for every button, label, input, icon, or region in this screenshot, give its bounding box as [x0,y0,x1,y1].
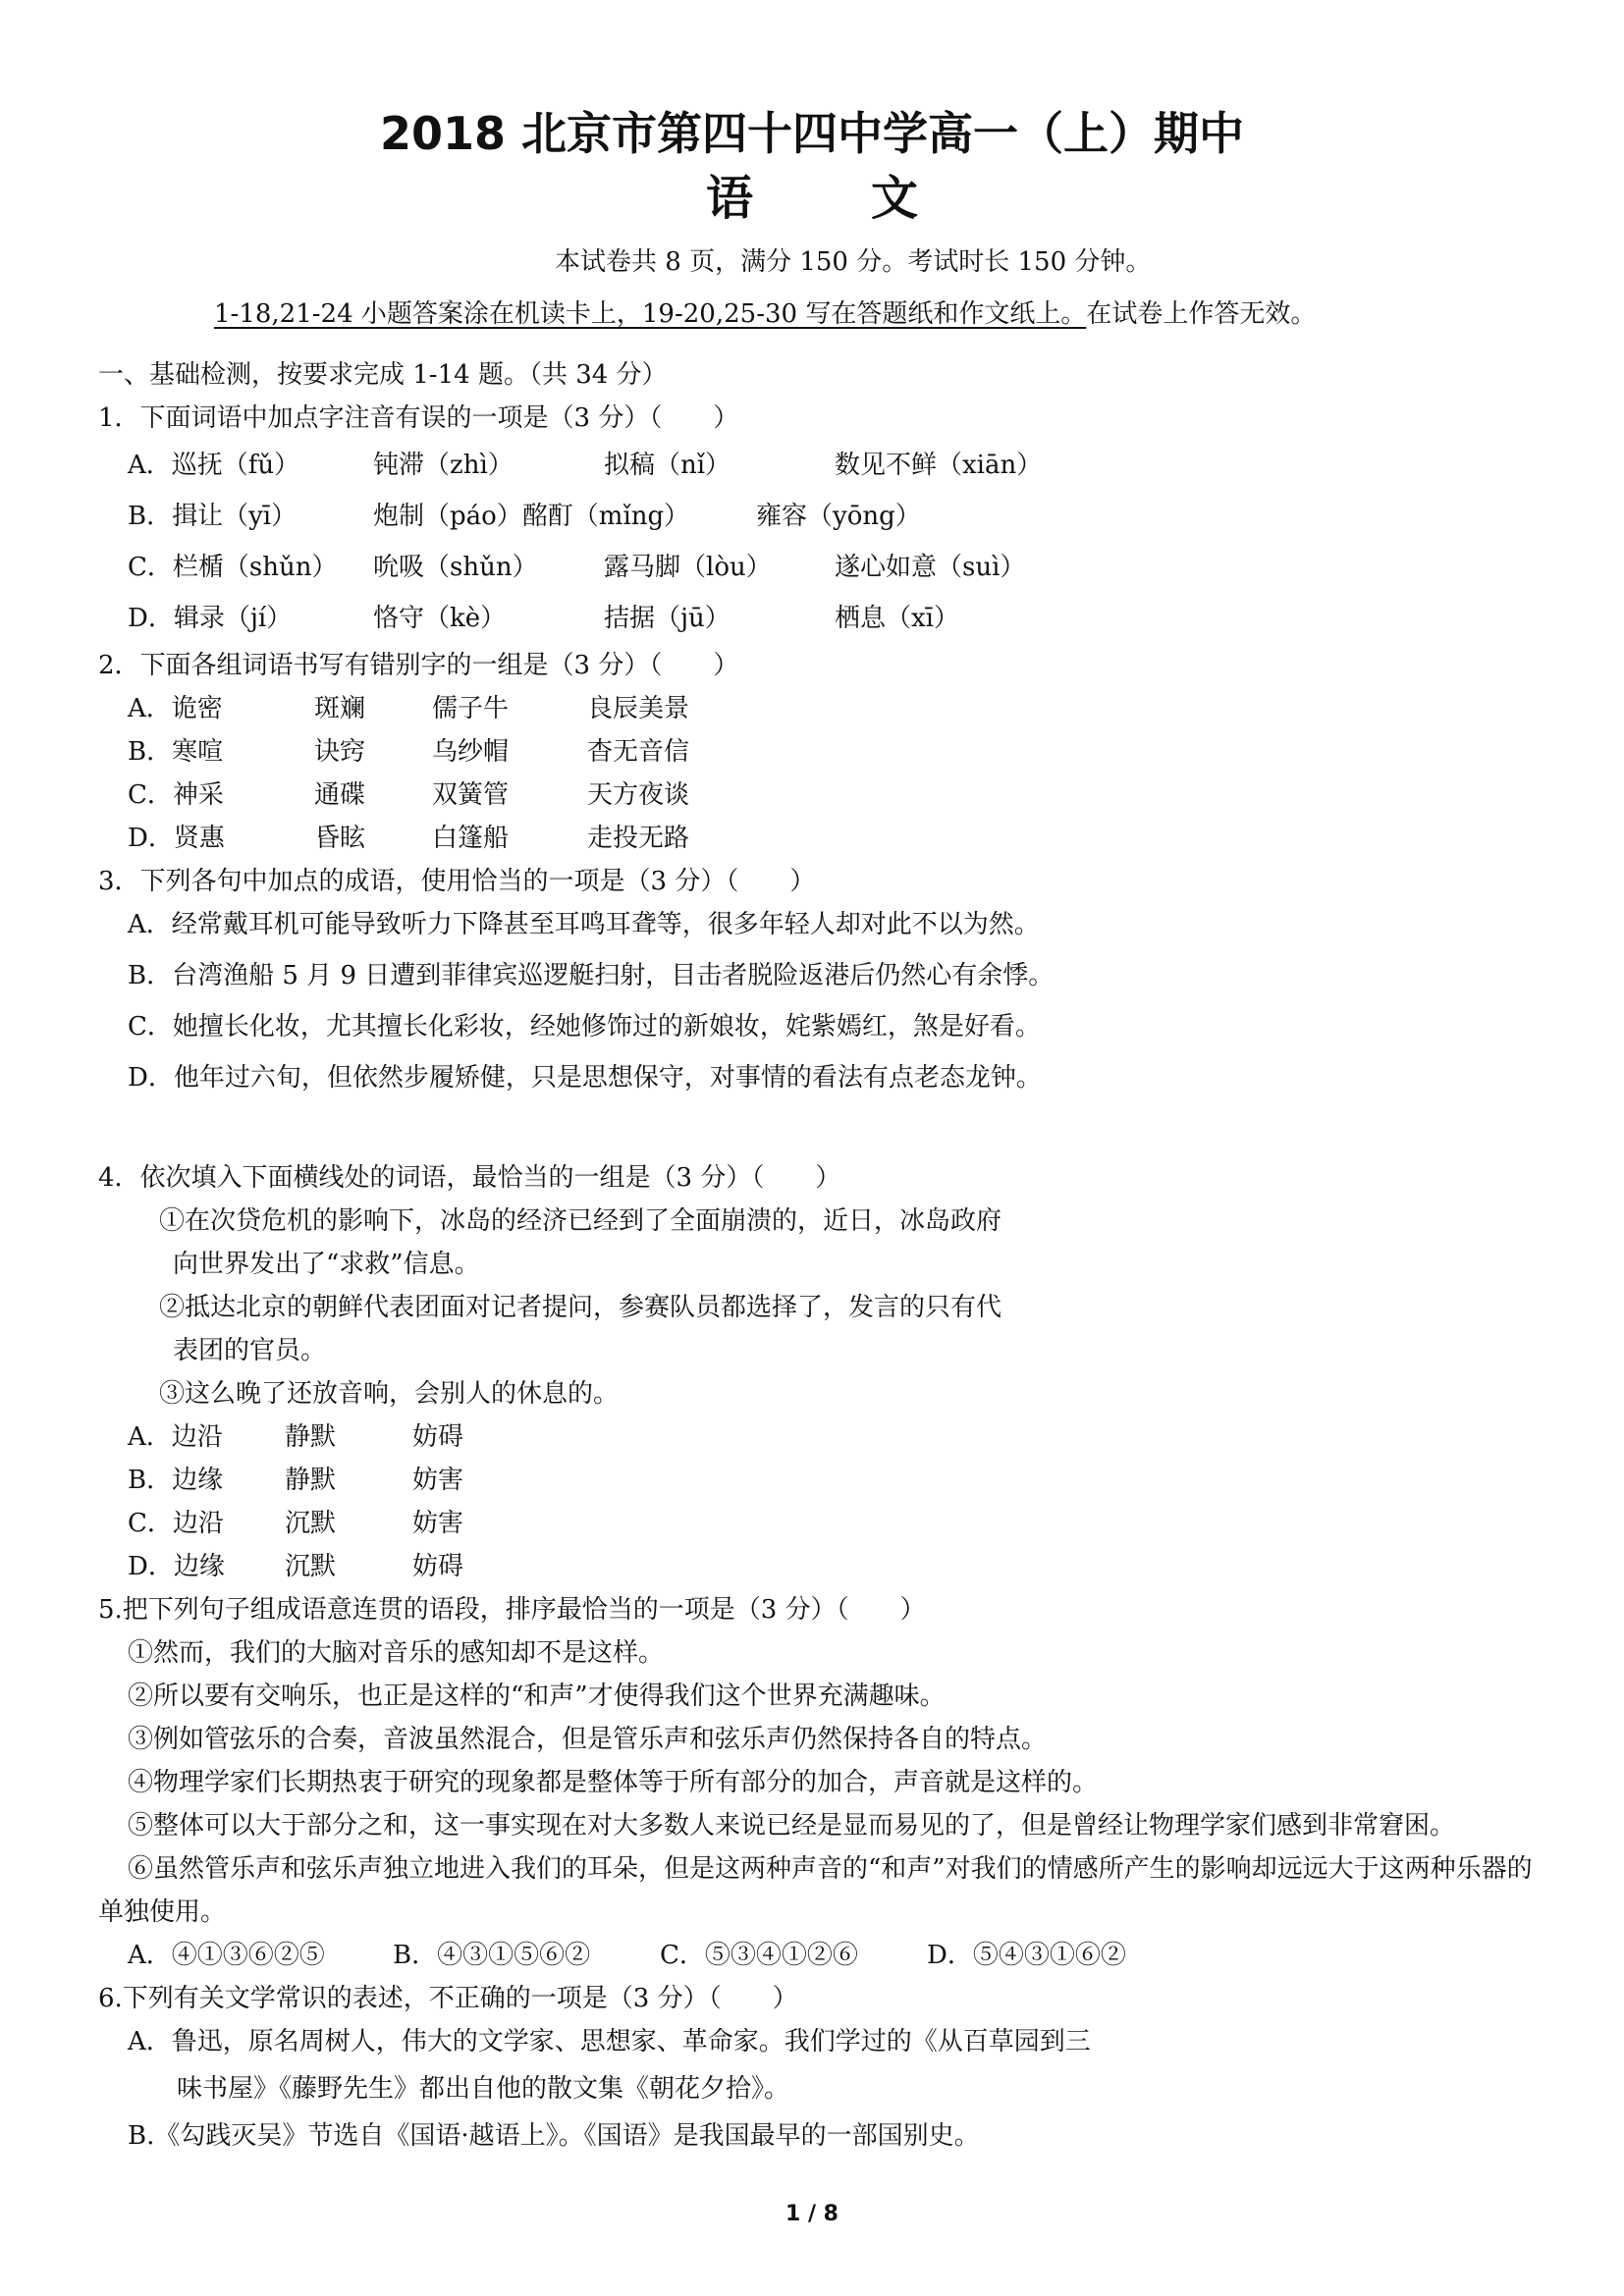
option-item: D．贤惠 [128,824,225,853]
instructions-rest: 在试卷上作答无效。 [1086,299,1317,329]
q5-sentence-2: ②所以要有交响乐，也正是这样的“和声”才使得我们这个世界充满趣味。 [128,1682,946,1711]
option-item: 炮制（páo）酩酊（mǐng） [373,502,690,531]
q3-option-c: C．她擅长化妆，尤其擅长化彩妆，经她修饰过的新娘妆，姹紫嫣红，煞是好看。 [128,1012,1041,1041]
option-item: A．巡抚（fǔ） [128,451,300,480]
spacer [98,1107,1542,1156]
option-item: 拟稿（nǐ） [604,451,731,480]
q1-option-a [98,440,1542,491]
option-item: A．边沿 [128,1422,223,1452]
option-item: D．辑录（jí） [128,604,293,633]
q5-stem: 5.把下列句子组成语意连贯的语段，排序最恰当的一项是（3 分）（ ） [98,1595,926,1625]
option-item: 妨碍 [412,1422,464,1452]
option-item: 双簧管 [432,780,510,810]
q1-option-c [98,542,1542,593]
option-item: C．边沿 [128,1509,224,1538]
option-item: 栖息（xī） [835,604,959,633]
option-item: C．栏楯（shǔn） [128,553,338,582]
option-item: 恪守（kè） [373,604,507,633]
option-item: 杳无音信 [587,737,690,767]
q1-option-b [98,491,1542,542]
option-b: B．④③①⑤⑥② [393,1941,591,1970]
q3-option-a: A．经常戴耳机可能导致听力下降甚至耳鸣耳聋等，很多年轻人却对此不以为然。 [128,910,1040,939]
q6-option-a: A．鲁迅，原名周树人，伟大的文学家、思想家、革命家。我们学过的《从百草园到三 [128,2027,1091,2056]
q3-option-d: D．他年过六旬，但依然步履矫健，只是思想保守，对事情的看法有点老态龙钟。 [128,1063,1042,1093]
option-item: 昏眩 [314,824,366,853]
option-item: 良辰美景 [587,694,690,723]
q4-option-a [98,1415,1542,1459]
q4-option-d [98,1545,1542,1588]
option-item: 静默 [285,1466,337,1495]
option-a: A．④①③⑥②⑤ [128,1941,325,1970]
q6-option-b: B.《勾践灭吴》节选自《国语·越语上》。《国语》是我国最早的一部国别史。 [128,2121,980,2151]
option-item: B．揖让（yī） [128,502,298,531]
answer-instructions [214,296,1316,332]
section-heading: 一、基础检测，按要求完成 1-14 题。（共 34 分） [98,360,668,390]
q2-option-a [98,687,1542,730]
subject-title: 语文 [705,171,1036,226]
option-item: 走投无路 [587,824,690,853]
q2-option-d [98,817,1542,860]
option-item: 吮吸（shǔn） [373,553,538,582]
option-item: A．诡密 [128,694,223,723]
instructions-underlined: 1-18,21-24 小题答案涂在机读卡上，19-20,25-30 写在答题纸和作文纸上。 [214,299,1087,329]
q5-sentence-5: ⑤整体可以大于部分之和，这一事实现在对大多数人来说已经是显而易见的了，但是曾经让物理学家们感到非常窘困。 [128,1811,1456,1841]
option-item: 数见不鲜（xiān） [835,451,1043,480]
exam-info: 本试卷共 8 页，满分 150 分。考试时长 150 分钟。 [555,247,1152,277]
option-item: 拮据（jū） [604,604,731,633]
option-item: 沉默 [285,1552,337,1581]
q2-option-b [98,730,1542,774]
q4-option-b [98,1459,1542,1502]
option-item: 诀窍 [314,737,366,767]
q6-option-a-cont: 味书屋》《藤野先生》都出自他的散文集《朝花夕拾》。 [177,2074,790,2104]
option-item: B．寒喧 [128,737,224,767]
option-item: 天方夜谈 [587,780,690,810]
option-item: B．边缘 [128,1466,224,1495]
q4-sentence-2: ②抵达北京的朝鲜代表团面对记者提问，参赛队员都选择了，发言的只有代 [159,1293,1002,1322]
q5-sentence-3: ③例如管弦乐的合奏，音波虽然混合，但是管乐声和弦乐声仍然保持各自的特点。 [128,1725,1048,1754]
option-item: 妨害 [412,1509,464,1538]
option-item: 妨碍 [412,1552,464,1581]
q5-sentence-6: ⑥虽然管乐声和弦乐声独立地进入我们的耳朵，但是这两种声音的“和声”对我们的情感所产生的影响却远远大于这两种乐器的单独使用。 [98,1854,1533,1927]
option-item: 白篷船 [432,824,510,853]
option-item: 遂心如意（suì） [835,553,1026,582]
q4-sentence-1: ①在次贷危机的影响下，冰岛的经济已经到了全面崩溃的，近日，冰岛政府 [159,1206,1002,1236]
q4-stem: 4．依次填入下面横线处的词语，最恰当的一组是（3 分）（ ） [98,1163,841,1193]
q4-sentence-3: ③这么晚了还放音响，会别人的休息的。 [159,1379,620,1409]
option-item: 妨害 [412,1466,464,1495]
q3-stem: 3．下列各句中加点的成语，使用恰当的一项是（3 分）（ ） [98,867,816,896]
option-item: 儒子牛 [432,694,510,723]
option-item: 沉默 [285,1509,337,1538]
q6-stem: 6.下列有关文学常识的表述，不正确的一项是（3 分）（ ） [98,1984,798,2013]
q4-sentence-2-cont: 表团的官员。 [173,1336,327,1365]
option-c: C．⑤③④①②⑥ [660,1941,858,1970]
q4-option-c [98,1502,1542,1545]
option-item: D．边缘 [128,1552,225,1581]
q5-options [98,1934,1542,1977]
questions [98,353,1542,2158]
option-item: 钝滞（zhì） [373,451,514,480]
option-item: 雍容（yōng） [756,502,921,531]
q2-stem: 2．下面各组词语书写有错别字的一组是（3 分）（ ） [98,651,739,680]
q3-option-b: B．台湾渔船 5 月 9 日遭到菲律宾巡逻艇扫射，目击者脱险返港后仍然心有余悸。 [128,961,1055,990]
option-d: D．⑤④③①⑥② [927,1941,1126,1970]
option-item: 露马脚（lòu） [604,553,772,582]
option-item: 静默 [285,1422,337,1452]
page-number: 1 / 8 [785,2202,839,2226]
exam-title: 2018 北京市第四十四中学高一（上）期中 [379,107,1245,160]
option-item: 通碟 [314,780,366,810]
q2-option-c [98,774,1542,817]
option-item: 乌纱帽 [432,737,510,767]
q5-sentence-1: ①然而，我们的大脑对音乐的感知却不是这样。 [128,1638,665,1668]
q1-stem: 1．下面词语中加点字注音有误的一项是（3 分）（ ） [98,403,739,433]
q4-sentence-1-cont: 向世界发出了“求救”信息。 [173,1250,480,1279]
q1-option-d [98,593,1542,644]
option-item: C．神采 [128,780,224,810]
option-item: 斑斓 [314,694,366,723]
q5-sentence-4: ④物理学家们长期热衷于研究的现象都是整体等于所有部分的加合，声音就是这样的。 [128,1768,1099,1797]
